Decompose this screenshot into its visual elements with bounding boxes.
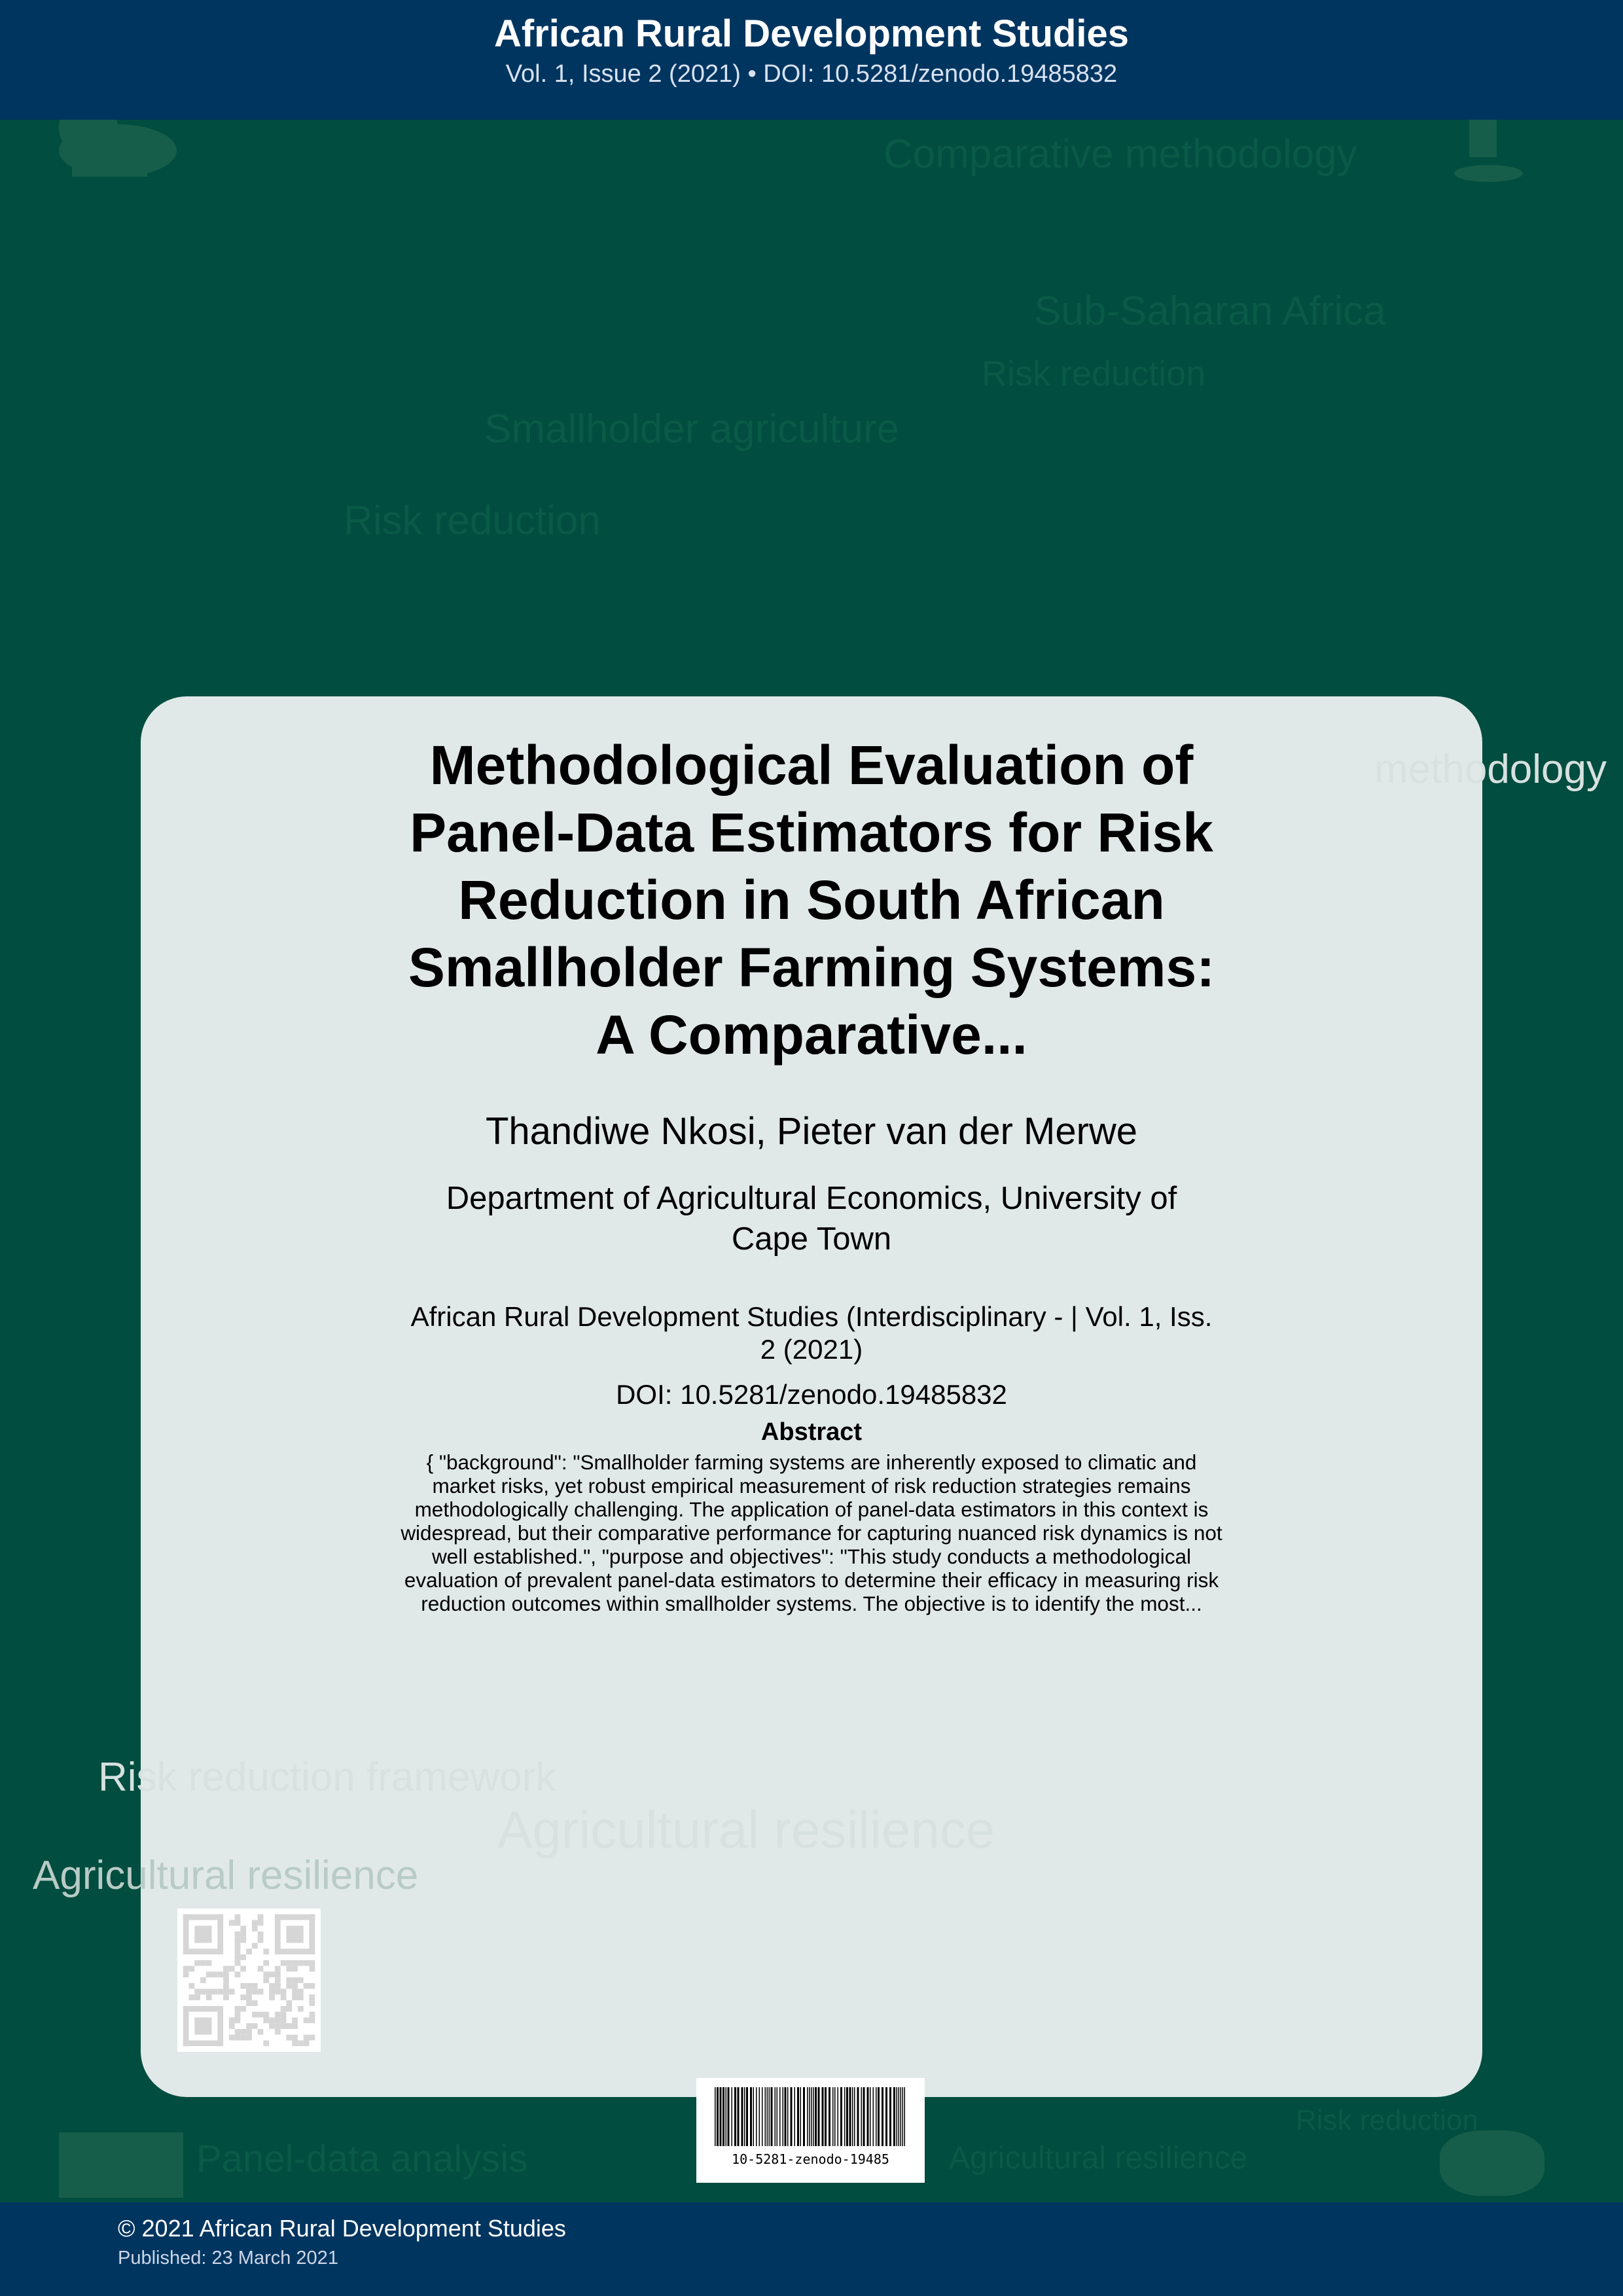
authors: Thandiwe Nkosi, Pieter van der Merwe	[485, 1110, 1138, 1153]
watermark-text: Panel-data analysis	[196, 2138, 528, 2180]
copyright: © 2021 African Rural Development Studies	[118, 2215, 566, 2242]
watermark-text: Smallholder agriculture	[484, 406, 900, 452]
decorative-shape	[59, 2132, 183, 2198]
watermark-text: Sub-Saharan Africa	[1034, 289, 1386, 334]
qr-code-icon	[177, 1909, 321, 2052]
doi-barcode	[696, 2078, 925, 2183]
article-title: Methodological Evaluation of Panel-Data Estimators for Risk Reduction in South African Smallholder Farming Systems: A Comparative...	[408, 734, 1215, 1066]
published-date: Published: 23 March 2021	[118, 2248, 338, 2269]
decorative-shape	[1454, 165, 1523, 182]
barcode-label: 10-5281-zenodo-19485	[732, 2151, 889, 2167]
barcode-icon	[696, 2078, 925, 2150]
watermark-text: Agricultural resilience	[497, 1801, 995, 1859]
journal-header	[0, 0, 1623, 120]
watermark-text: Agricultural resilience	[949, 2141, 1248, 2176]
affiliation: Department of Agricultural Economics, University of Cape Town	[446, 1181, 1177, 1257]
issue-doi-line: Vol. 1, Issue 2 (2021) • DOI: 10.5281/zenodo.19485832	[505, 60, 1118, 88]
abstract-heading: Abstract	[760, 1418, 863, 1446]
decorative-shape	[1469, 119, 1497, 157]
watermark-text: Agricultural resilience	[33, 1853, 419, 1898]
qr-code[interactable]	[177, 1909, 321, 2052]
doi-link[interactable]: DOI: 10.5281/zenodo.19485832	[616, 1379, 1007, 1410]
watermark-text: Risk reduction	[1296, 2104, 1478, 2136]
watermark-text: Risk reduction framework	[98, 1755, 556, 1800]
watermark-text: Risk reduction	[982, 354, 1206, 393]
journal-title: African Rural Development Studies	[493, 12, 1130, 55]
watermark-text: Comparative methodology	[883, 132, 1357, 177]
decorative-shape	[72, 151, 147, 177]
decorative-shape	[1440, 2130, 1544, 2196]
watermark-text: methodology	[1374, 747, 1607, 792]
abstract-text: { "background": "Smallholder farming systems are inherently exposed to climatic and market risks, yet robust empirical measurement of risk reduction strategies remains methodologically challenging. The application of panel-data estimators in this context is widespread, but their comparative performance for capturing nuanced risk dynamics is not well established.", "purpose and objectives": "This study conducts a methodological evaluation of prevalent panel-data estimators to determine their efficacy in measuring risk reduction outcomes within smallholder systems. The objective is to identify the most...	[401, 1450, 1222, 1615]
journal-citation: African Rural Development Studies (Interdisciplinary - | Vol. 1, Iss. 2 (2021)	[410, 1301, 1213, 1365]
watermark-text: Risk reduction	[344, 498, 601, 543]
